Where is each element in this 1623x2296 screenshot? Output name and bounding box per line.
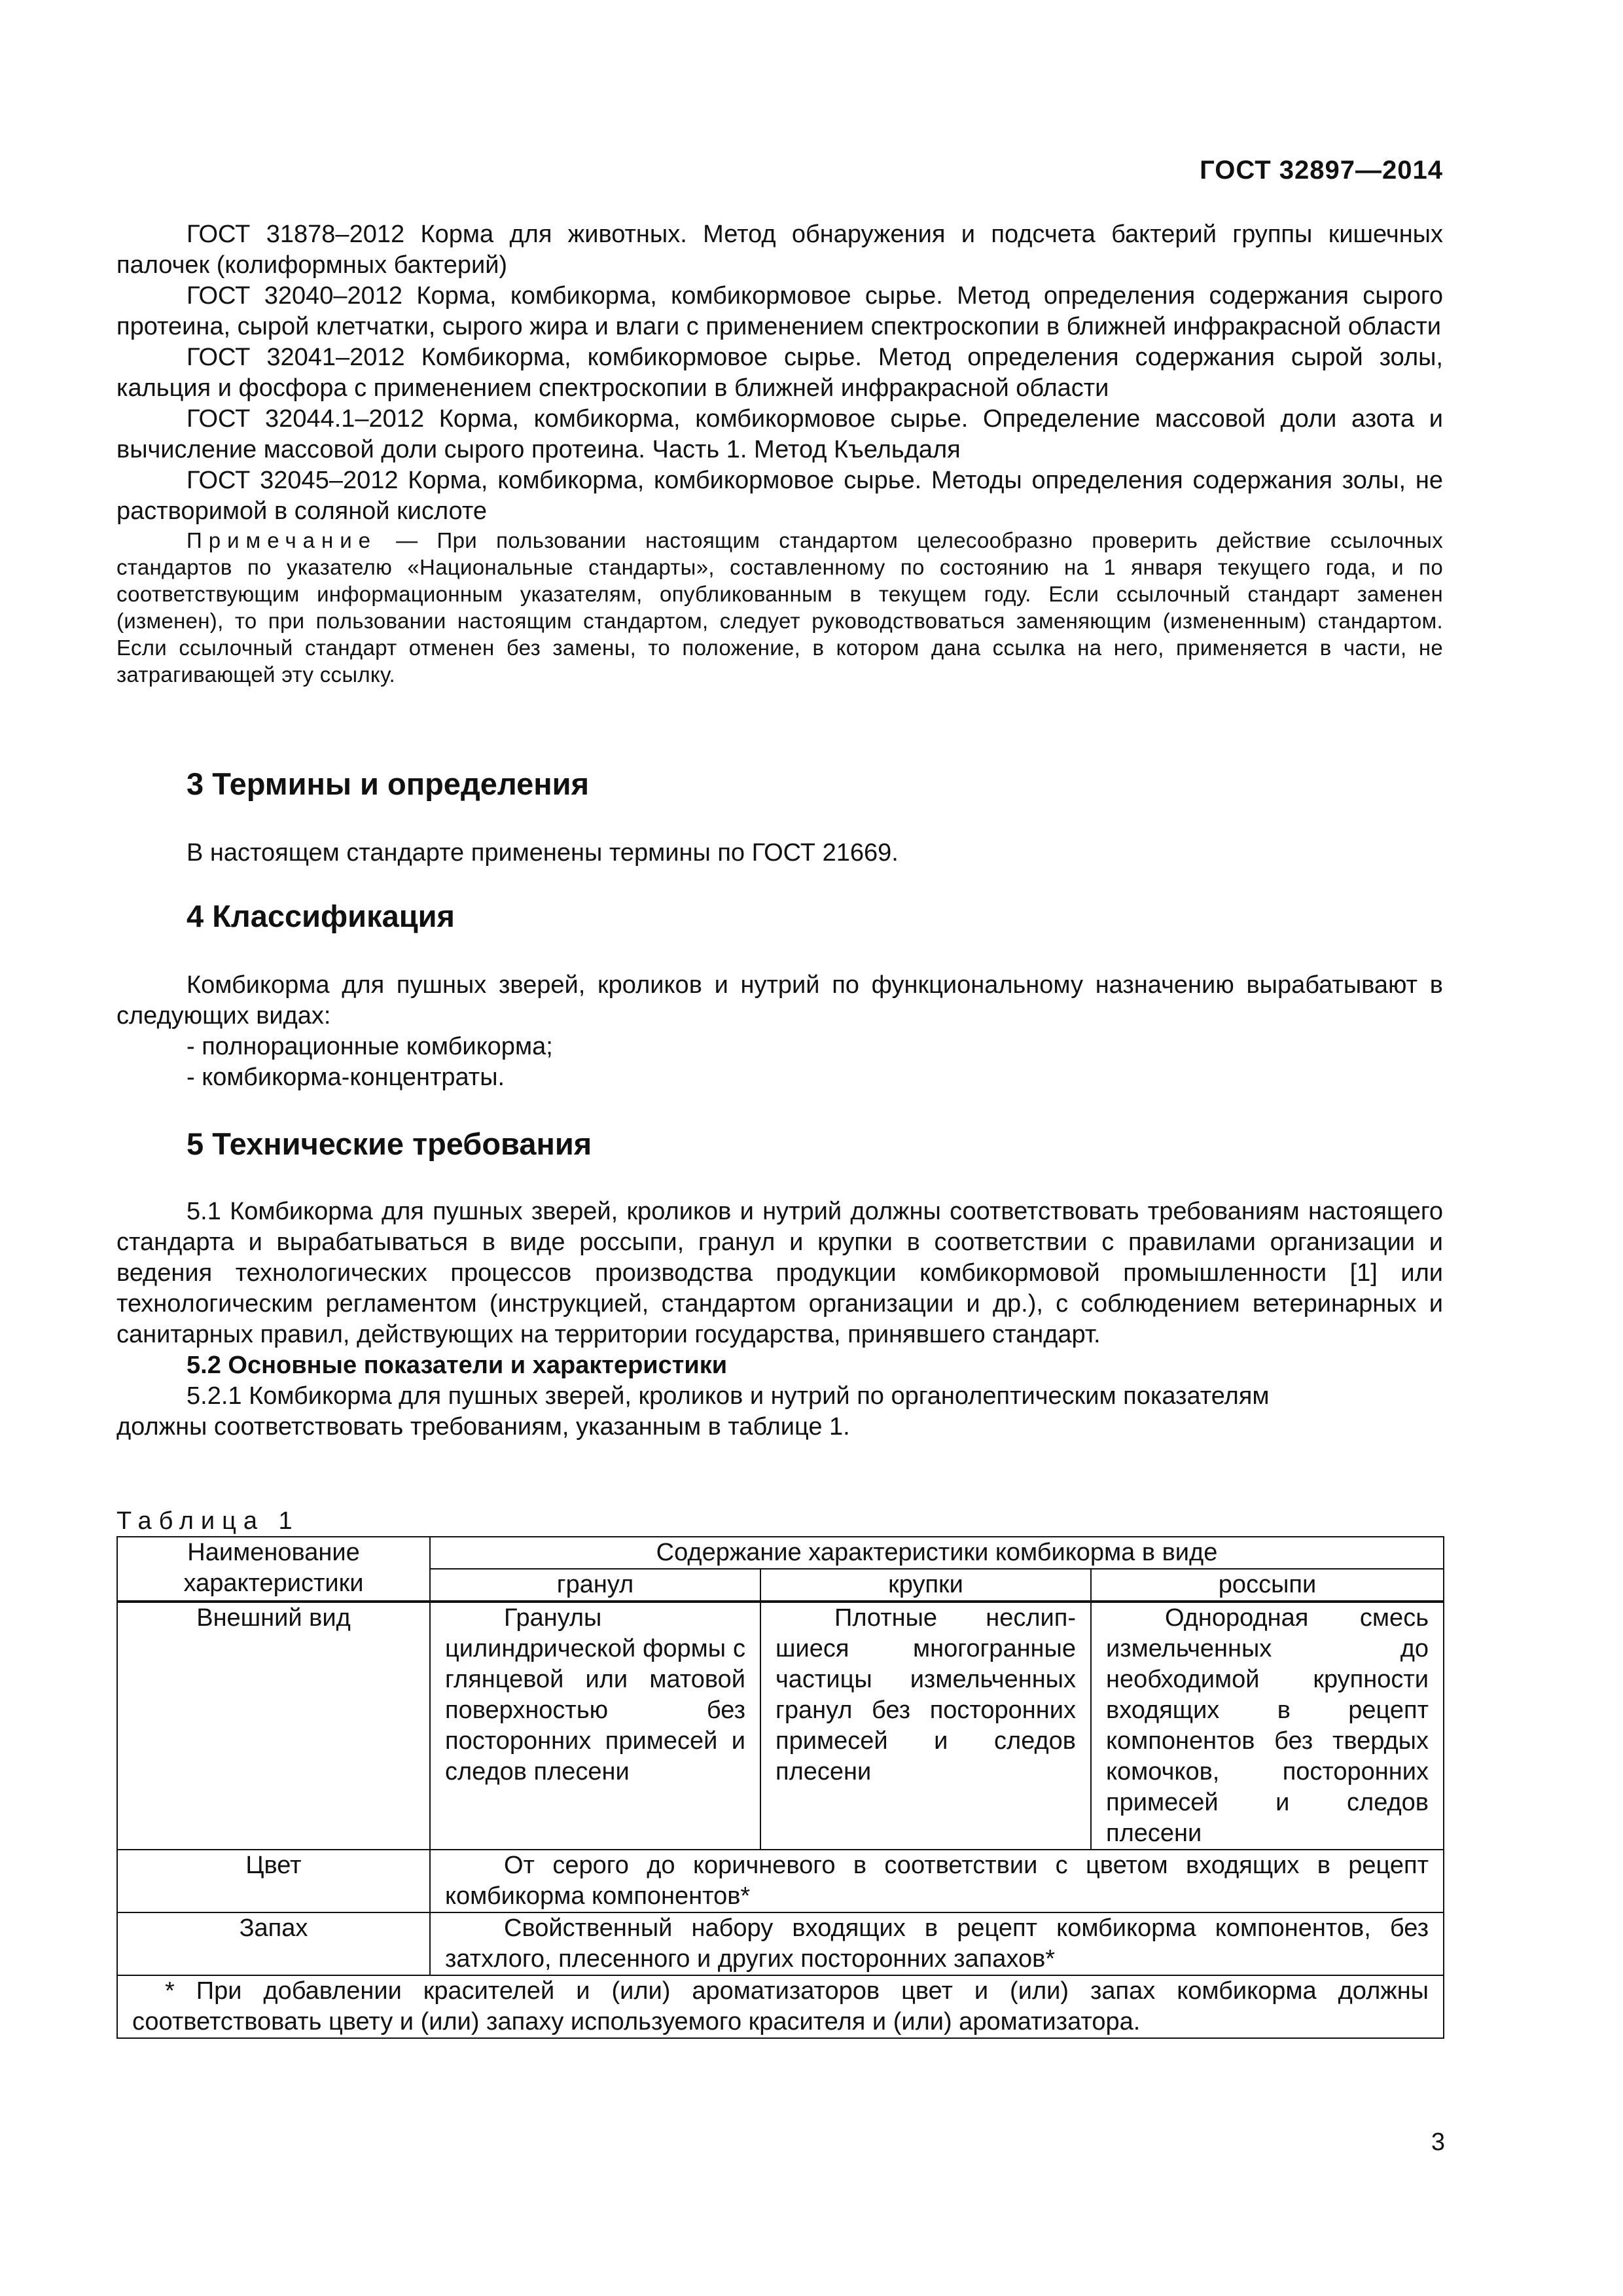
references-block: [116, 219, 1443, 688]
reference-item: ГОСТ 31878–2012 Корма для животных. Метод обнаружения и подсчета бактерий группы кишечных палочек (колиформных бактерий): [116, 221, 1443, 279]
note-label: Примечание: [187, 528, 378, 552]
section-5-1-text: 5.1 Комбикорма для пушных зверей, кроликов и нутрий должны соответствовать требованиям настоящего стандарта и вырабатываться в виде россыпи, гранул и крупки в соответствии с правилами организации и ведения технологических процессов производства продукции комбикормовой промышленности [1] или технологическим регламентом (инструкцией, стандартом организации и др.), с соблюдением ветеринарных и санитарных правил, действующих на территории государства, принявшего стандарт.: [116, 1198, 1443, 1348]
section-5-2-1-line1: 5.2.1 Комбикорма для пушных зверей, кроликов и нутрий по органолептическим показателям: [187, 1382, 1270, 1410]
reference-item: ГОСТ 32041–2012 Комбикорма, комбикормовое сырье. Метод определения содержания сырой золы, кальция и фосфора с применением спектроскопии в ближней инфракрасной области: [116, 344, 1443, 402]
row-name-smell: Запах: [117, 1912, 430, 1975]
table-footnote-row: [117, 1975, 1444, 2038]
subheader-loose: россыпи: [1091, 1569, 1444, 1602]
page-number: 3: [1431, 2128, 1445, 2156]
section-3-title: 3 Термины и определения: [187, 766, 589, 801]
table-footnote: * При добавлении красителей и (или) ароматизаторов цвет и (или) запах комбикорма должны соответствовать цвету и (или) запаху используемого красителя и (или) ароматизатора.: [117, 1975, 1444, 2038]
subheader-crumbs: крупки: [760, 1569, 1091, 1602]
section-4-title: 4 Классификация: [187, 899, 455, 933]
cell-smell: Свойственный набору входящих в рецепт комбикорма компонентов, без затхлого, плесенного и других посторонних запахов*: [430, 1912, 1444, 1975]
table-row: [117, 1912, 1444, 1975]
note-text: — При пользовании настоящим стандартом целесообразно проверить действие ссылочных стандартов по указателю «Национальные стандарты», составленному по состоянию на 1 января текущего года, и по соответствующим информационным указателям, опубликованным в текущем году. Если ссылочный стандарт заменен (изменен), то при пользовании настоящим стандартом, следует руководствоваться заменяющим (измененным) стандартом. Если ссылочный стандарт отменен без замены, то положение, в котором дана ссылка на него, применяется в части, не затрагивающей эту ссылку.: [116, 528, 1443, 687]
document-header: ГОСТ 32897—2014: [1200, 156, 1443, 185]
row-name-appearance: Внешний вид: [117, 1602, 430, 1850]
cell-crumbs: Плотные неслип-шиеся многогранные частицы измельченных гранул без посторонних примесей и следов плесени: [760, 1602, 1091, 1850]
header-characteristic: Наименование характеристики: [117, 1537, 430, 1602]
reference-item: ГОСТ 32044.1–2012 Корма, комбикорма, комбикормовое сырье. Определение массовой доли азота и вычисление массовой доли сырого протеина. Часть 1. Метод Къельдаля: [116, 405, 1443, 463]
row-name-color: Цвет: [117, 1850, 430, 1912]
subheader-granules: гранул: [430, 1569, 760, 1602]
reference-item: ГОСТ 32045–2012 Корма, комбикорма, комбикормовое сырье. Методы определения содержания золы, не растворимой в соляной кислоте: [116, 467, 1443, 525]
section-4-body: [116, 970, 1443, 1093]
section-5-2-1-line2: должны соответствовать требованиям, указанным в таблице 1.: [116, 1413, 850, 1441]
list-item: - полнорационные комбикорма;: [187, 1033, 553, 1060]
section-4-text: Комбикорма для пушных зверей, кроликов и нутрий по функциональному назначению вырабатывают в следующих видах:: [116, 971, 1443, 1030]
cell-color: От серого до коричневого в соответствии с цветом входящих в рецепт комбикорма компонентов*: [430, 1850, 1444, 1912]
note-paragraph: [116, 527, 1443, 688]
section-5-body: [116, 1196, 1443, 1443]
table-row: [117, 1602, 1444, 1850]
section-3-body: [116, 838, 1443, 869]
cell-loose: Однородная смесь измельченных до необходимой крупности входящих в рецепт компонентов без твердых комочков, посторонних примесей и следов плесени: [1091, 1602, 1444, 1850]
table-header-row: [117, 1537, 1444, 1569]
table-title: Таблица 1: [116, 1507, 300, 1535]
reference-item: ГОСТ 32040–2012 Корма, комбикорма, комбикормовое сырье. Метод определения содержания сырого протеина, сырой клетчатки, сырого жира и влаги с применением спектроскопии в ближней инфракрасной области: [116, 282, 1443, 340]
cell-granules: Гранулы цилиндрической формы с глянцевой или матовой поверхностью без посторонних примесей и следов плесени: [430, 1602, 760, 1850]
section-5-2-title: 5.2 Основные показатели и характеристики: [187, 1352, 728, 1379]
table-1: [116, 1536, 1444, 2039]
section-5-title: 5 Технические требования: [187, 1126, 592, 1161]
list-item: - комбикорма-концентраты.: [187, 1064, 505, 1091]
section-3-text: В настоящем стандарте применены термины по ГОСТ 21669.: [187, 839, 899, 867]
header-group: Содержание характеристики комбикорма в виде: [430, 1537, 1444, 1569]
table-row: [117, 1850, 1444, 1912]
